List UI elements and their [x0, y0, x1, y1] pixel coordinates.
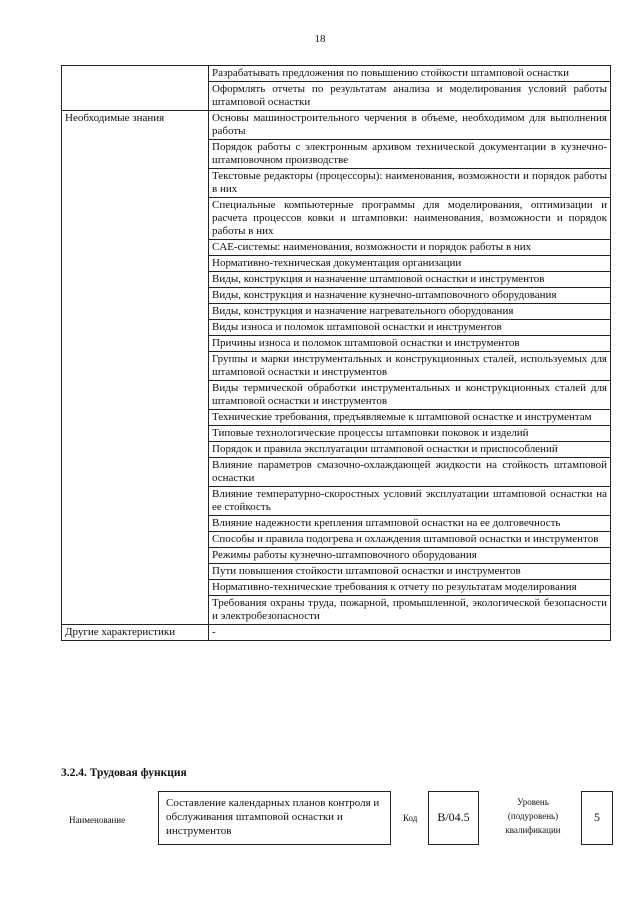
name-value: Составление календарных планов контроля и обслуживания штамповой оснастки и инструментов [158, 791, 391, 845]
section-heading: 3.2.4. Трудовая функция [61, 767, 187, 779]
competency-table [61, 65, 611, 641]
table-row-other [62, 625, 611, 641]
row-content: Режимы работы кузнечно-штамповочного оборудования [209, 548, 611, 564]
name-label: Наименование [69, 815, 126, 825]
row-content: Нормативно-техническая документация организации [209, 256, 611, 272]
row-content: Влияние надежности крепления штамповой оснастки на ее долговечность [209, 516, 611, 532]
row-label [62, 66, 209, 111]
code-value: B/04.5 [428, 791, 479, 845]
row-content: Текстовые редакторы (процессоры): наименования, возможности и порядок работы в них [209, 169, 611, 198]
row-content: Виды, конструкция и назначение нагревательного оборудования [209, 304, 611, 320]
row-content: Пути повышения стойкости штамповой оснастки и инструментов [209, 564, 611, 580]
row-content: Специальные компьютерные программы для моделирования, оптимизации и расчета процессов ковки и штамповки: наименования, возможности и порядок работы в них [209, 198, 611, 240]
row-content: Группы и марки инструментальных и конструкционных сталей, используемых для штамповой оснастки и инструментов [209, 352, 611, 381]
table-row [62, 111, 611, 140]
code-label: Код [403, 813, 418, 823]
page-number: 18 [314, 33, 326, 45]
row-content: Виды термической обработки инструментальных и конструкционных сталей для штамповой оснастки и инструментов [209, 381, 611, 410]
row-content: Разрабатывать предложения по повышению стойкости штамповой оснастки [209, 66, 611, 82]
row-content: Нормативно-технические требования к отчету по результатам моделирования [209, 580, 611, 596]
row-label: Другие характеристики [62, 625, 209, 641]
row-content: - [209, 625, 611, 641]
row-content: Влияние параметров смазочно-охлаждающей жидкости на стойкость штамповой оснастки [209, 458, 611, 487]
row-content: Влияние температурно-скоростных условий эксплуатации штамповой оснастки на ее стойкость [209, 487, 611, 516]
row-content: Причины износа и поломок штамповой оснастки и инструментов [209, 336, 611, 352]
qualification-level-value: 5 [581, 791, 613, 845]
row-label: Необходимые знания [62, 111, 209, 625]
row-content: Оформлять отчеты по результатам анализа и моделирования условий работы штамповой оснастки [209, 82, 611, 111]
table-row [62, 66, 611, 82]
qualification-level-label: Уровень (подуровень) квалификации [505, 797, 561, 835]
row-content: Виды, конструкция и назначение кузнечно-штамповочного оборудования [209, 288, 611, 304]
row-content: Требования охраны труда, пожарной, промышленной, экологической безопасности и электробезопасности [209, 596, 611, 625]
row-content: Типовые технологические процессы штамповки поковок и изделий [209, 426, 611, 442]
row-content: Основы машиностроительного черчения в объеме, необходимом для выполнения работы [209, 111, 611, 140]
row-content: CAE-системы: наименования, возможности и порядок работы в них [209, 240, 611, 256]
row-content: Способы и правила подогрева и охлаждения штамповой оснастки и инструментов [209, 532, 611, 548]
row-content: Виды, конструкция и назначение штамповой оснастки и инструментов [209, 272, 611, 288]
row-content: Порядок работы с электронным архивом технической документации в кузнечно-штамповочном производстве [209, 140, 611, 169]
row-content: Технические требования, предъявляемые к штамповой оснастке и инструментам [209, 410, 611, 426]
row-content: Порядок и правила эксплуатации штамповой оснастки и приспособлений [209, 442, 611, 458]
labor-function-header [0, 791, 640, 851]
row-content: Виды износа и поломок штамповой оснастки и инструментов [209, 320, 611, 336]
